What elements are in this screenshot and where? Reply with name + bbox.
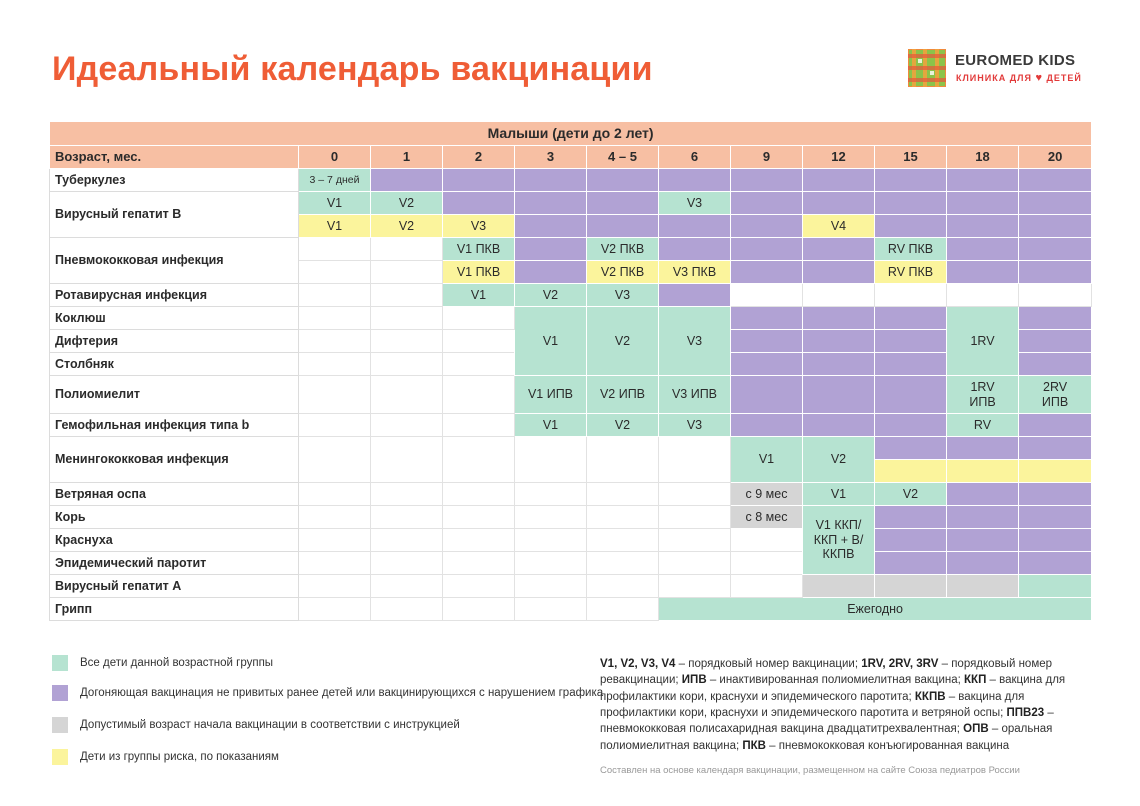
cell (371, 598, 443, 621)
note-term: ОПВ (963, 723, 989, 736)
cell (803, 169, 875, 192)
cell (875, 192, 947, 215)
row-label-varicella: Ветряная оспа (50, 483, 299, 506)
cell (875, 169, 947, 192)
cell (371, 575, 443, 598)
cell (731, 261, 803, 284)
age-9: 9 (731, 146, 803, 169)
cell (371, 437, 443, 483)
legend-swatch (52, 685, 68, 701)
cell (1019, 192, 1092, 215)
cell (659, 437, 731, 483)
cell (587, 552, 659, 575)
cell (371, 552, 443, 575)
cell (731, 192, 803, 215)
age-1: 1 (371, 146, 443, 169)
cell: Ежегодно (659, 598, 1092, 621)
cell: V3 ПКВ (659, 261, 731, 284)
note-desc: – оральная полиомиелитная вакцина; (600, 723, 1053, 752)
row-label-diphtheria: Дифтерия (50, 330, 299, 353)
cell (443, 307, 515, 330)
cell: V2 ПКВ (587, 238, 659, 261)
row-label-hib: Гемофильная инфекция типа b (50, 414, 299, 437)
cell (1019, 261, 1092, 284)
logo-name: EUROMED KIDS (955, 52, 1076, 69)
cell: RV ПКВ (875, 238, 947, 261)
cell (587, 506, 659, 529)
age-18: 18 (947, 146, 1019, 169)
cell (947, 284, 1019, 307)
cell (659, 215, 731, 238)
cell: V2 ПКВ (587, 261, 659, 284)
cell: 1RV (947, 307, 1019, 376)
cell: V2 (371, 192, 443, 215)
cell (803, 307, 875, 330)
legend-text: Дети из группы риска, по показаниям (80, 751, 279, 763)
cell (1019, 506, 1092, 529)
cell: V2 (587, 307, 659, 376)
cell-line: ККПВ (822, 547, 855, 562)
cell-line: ИПВ (969, 394, 996, 409)
cell: V2 (587, 414, 659, 437)
cell (587, 215, 659, 238)
cell (659, 529, 731, 552)
age-label: Возраст, мес. (50, 146, 299, 169)
cell (299, 437, 371, 483)
cell (947, 169, 1019, 192)
page-title: Идеальный календарь вакцинации (52, 50, 653, 88)
logo-icon (908, 49, 946, 87)
cell (443, 483, 515, 506)
cell (371, 238, 443, 261)
cell (875, 284, 947, 307)
cell (803, 284, 875, 307)
cell (299, 598, 371, 621)
row-label-tuberculosis: Туберкулез (50, 169, 299, 192)
cell (299, 261, 371, 284)
cell (515, 238, 587, 261)
cell (515, 506, 587, 529)
cell (803, 376, 875, 414)
cell (947, 238, 1019, 261)
cell (731, 215, 803, 238)
legend-item (52, 717, 572, 737)
source-note: Составлен на основе календаря вакцинации, размещенном на сайте Союза педиатров России (600, 765, 1020, 776)
cell (371, 353, 443, 376)
cell (299, 552, 371, 575)
cell: V1 ПКВ (443, 261, 515, 284)
cell (299, 330, 371, 353)
cell (1019, 238, 1092, 261)
note-term: ППВ23 (1006, 706, 1045, 719)
cell-line: V1 ККП/ (815, 518, 862, 533)
cell (299, 284, 371, 307)
cell (1019, 414, 1092, 437)
note-term: ККПВ (914, 690, 946, 703)
cell: 3 – 7 дней (299, 169, 371, 192)
note-term: ПКВ (742, 739, 766, 752)
cell (587, 529, 659, 552)
age-20: 20 (1019, 146, 1092, 169)
legend-item (52, 749, 572, 769)
cell (443, 437, 515, 483)
note-desc: – вакцина для профилактики кори, краснухи и эпидемического паротита и ветряной оспы; (600, 690, 1025, 719)
cell (299, 353, 371, 376)
group-title: Малыши (дети до 2 лет) (50, 122, 1092, 146)
cell: RV (947, 414, 1019, 437)
cell (443, 575, 515, 598)
cell (875, 575, 947, 598)
cell (875, 215, 947, 238)
heart-icon: ♥ (1035, 72, 1043, 84)
cell (875, 506, 947, 529)
cell (299, 575, 371, 598)
cell (443, 598, 515, 621)
cell (731, 414, 803, 437)
cell: V1 ИПВ (515, 376, 587, 414)
cell (371, 330, 443, 353)
cell (1019, 483, 1092, 506)
cell (371, 529, 443, 552)
cell (371, 414, 443, 437)
note-term: V1, V2, V3, V4 (600, 658, 676, 670)
cell (659, 483, 731, 506)
cell (659, 506, 731, 529)
legend-text: Допустимый возраст начала вакцинации в соответствии с инструкцией (80, 719, 460, 731)
cell (515, 575, 587, 598)
note-desc: – пневмококковая полисахаридная вакцина двадцатитрехвалентная; (600, 706, 1054, 736)
cell (443, 552, 515, 575)
note-desc: – порядковый номер вакцинации; (675, 658, 862, 670)
cell (1019, 575, 1092, 598)
cell (1019, 169, 1092, 192)
row-label-measles: Корь (50, 506, 299, 529)
cell (731, 307, 803, 330)
legend-item (52, 685, 604, 705)
cell (587, 598, 659, 621)
age-3: 3 (515, 146, 587, 169)
cell (947, 575, 1019, 598)
cell: V3 (443, 215, 515, 238)
cell (515, 261, 587, 284)
cell (443, 192, 515, 215)
cell (1019, 330, 1092, 353)
cell (1019, 529, 1092, 552)
cell: V2 ИПВ (587, 376, 659, 414)
cell (875, 529, 947, 552)
cell (371, 169, 443, 192)
cell: с 9 мес (731, 483, 803, 506)
cell-line: 1RV (970, 380, 995, 395)
cell (587, 437, 659, 483)
age-15: 15 (875, 146, 947, 169)
cell (1019, 215, 1092, 238)
age-2: 2 (443, 146, 515, 169)
logo-tagline-right: ДЕТЕЙ (1046, 73, 1082, 83)
cell (587, 192, 659, 215)
cell: V1 ПКВ (443, 238, 515, 261)
cell (803, 238, 875, 261)
cell (947, 529, 1019, 552)
cell (1019, 307, 1092, 330)
row-label-pertussis: Коклюш (50, 307, 299, 330)
cell: V1 (803, 483, 875, 506)
cell (299, 529, 371, 552)
cell (587, 169, 659, 192)
cell (947, 437, 1019, 460)
cell (875, 307, 947, 330)
cell (299, 506, 371, 529)
legend-swatch (52, 655, 68, 671)
cell (515, 529, 587, 552)
note-term: 1RV, 2RV, 3RV (861, 658, 939, 670)
cell (803, 261, 875, 284)
cell-line: ККП + В/ (813, 532, 864, 547)
cell (1019, 460, 1092, 483)
row-label-meningococcal: Менингококковая инфекция (50, 437, 299, 483)
cell (803, 353, 875, 376)
cell (371, 261, 443, 284)
cell (731, 552, 803, 575)
cell: V3 ИПВ (659, 376, 731, 414)
cell-line: 2RV (1043, 380, 1068, 395)
cell (371, 284, 443, 307)
cell (947, 215, 1019, 238)
cell: V1 (443, 284, 515, 307)
cell (875, 414, 947, 437)
cell (515, 483, 587, 506)
cell (1019, 284, 1092, 307)
cell (803, 506, 875, 575)
age-12: 12 (803, 146, 875, 169)
cell (443, 529, 515, 552)
cell (947, 483, 1019, 506)
abbreviations-notes (600, 656, 1090, 754)
cell (659, 169, 731, 192)
cell (371, 307, 443, 330)
cell (947, 376, 1019, 414)
age-0: 0 (299, 146, 371, 169)
cell: V1 (515, 307, 587, 376)
cell: V1 (515, 414, 587, 437)
cell (803, 330, 875, 353)
cell (443, 414, 515, 437)
cell (731, 169, 803, 192)
cell (1019, 437, 1092, 460)
row-label-tetanus: Столбняк (50, 353, 299, 376)
cell: V1 (299, 215, 371, 238)
cell (371, 506, 443, 529)
cell (731, 238, 803, 261)
cell (875, 552, 947, 575)
cell: V3 (659, 192, 731, 215)
legend-swatch (52, 749, 68, 765)
cell (803, 192, 875, 215)
cell: V2 (875, 483, 947, 506)
cell (875, 353, 947, 376)
cell (515, 215, 587, 238)
cell: RV ПКВ (875, 261, 947, 284)
cell (1019, 552, 1092, 575)
cell: V3 (587, 284, 659, 307)
cell (443, 169, 515, 192)
cell (299, 238, 371, 261)
logo-tagline-left: КЛИНИКА ДЛЯ (956, 73, 1032, 83)
cell (515, 552, 587, 575)
cell (947, 506, 1019, 529)
cell (947, 552, 1019, 575)
cell (659, 552, 731, 575)
cell (875, 376, 947, 414)
legend-swatch (52, 717, 68, 733)
row-label-polio: Полиомиелит (50, 376, 299, 414)
cell: V1 (299, 192, 371, 215)
row-label-rotavirus: Ротавирусная инфекция (50, 284, 299, 307)
note-desc: – вакцина для профилактики кори, краснухи и эпидемического паротита; (600, 674, 1066, 703)
cell (947, 261, 1019, 284)
cell (1019, 353, 1092, 376)
note-term: ККП (964, 674, 987, 687)
cell: V3 (659, 307, 731, 376)
cell (659, 575, 731, 598)
note-desc: – пневмококковая конъюгированная вакцина (765, 739, 1010, 752)
cell (515, 192, 587, 215)
row-label-mumps: Эпидемический паротит (50, 552, 299, 575)
cell: V3 (659, 414, 731, 437)
cell (443, 330, 515, 353)
cell (443, 376, 515, 414)
cell (731, 575, 803, 598)
cell: V4 (803, 215, 875, 238)
cell (803, 575, 875, 598)
cell (947, 460, 1019, 483)
cell (371, 483, 443, 506)
legend-item (52, 655, 572, 675)
cell (299, 483, 371, 506)
row-label-hepatitis-a: Вирусный гепатит А (50, 575, 299, 598)
legend-text: Догоняющая вакцинация не привитых ранее детей или вакцинирующихся с нарушением графика (80, 687, 604, 699)
cell (299, 414, 371, 437)
cell (371, 376, 443, 414)
row-label-pneumococcal: Пневмококковая инфекция (50, 238, 299, 284)
cell (443, 506, 515, 529)
cell (299, 376, 371, 414)
note-desc: – инактивированная полиомиелитная вакцина; (706, 674, 965, 687)
cell (587, 483, 659, 506)
vaccination-table (49, 121, 1091, 621)
row-label-hepatitis-b: Вирусный гепатит B (50, 192, 299, 238)
cell (875, 460, 947, 483)
note-term: ИПВ (681, 674, 707, 687)
note-desc: – порядковый номер ревакцинации; (600, 658, 1053, 687)
cell (731, 330, 803, 353)
cell (803, 414, 875, 437)
logo (908, 49, 1098, 89)
cell (731, 353, 803, 376)
cell (299, 307, 371, 330)
cell (731, 529, 803, 552)
row-label-flu: Грипп (50, 598, 299, 621)
cell: V1 (731, 437, 803, 483)
cell (587, 575, 659, 598)
cell (443, 353, 515, 376)
cell (1019, 376, 1092, 414)
cell: с 8 мес (731, 506, 803, 529)
cell (731, 284, 803, 307)
age-4-5: 4 – 5 (587, 146, 659, 169)
cell (659, 238, 731, 261)
cell-line: ИПВ (1041, 394, 1069, 409)
cell: V2 (515, 284, 587, 307)
cell (515, 437, 587, 483)
logo-tagline (956, 72, 1082, 84)
cell (875, 330, 947, 353)
cell (947, 192, 1019, 215)
cell: V2 (803, 437, 875, 483)
row-label-rubella: Краснуха (50, 529, 299, 552)
cell (731, 376, 803, 414)
cell: V2 (371, 215, 443, 238)
legend-text: Все дети данной возрастной группы (80, 657, 274, 669)
age-6: 6 (659, 146, 731, 169)
cell (659, 284, 731, 307)
cell (515, 169, 587, 192)
cell (515, 598, 587, 621)
cell (875, 437, 947, 460)
